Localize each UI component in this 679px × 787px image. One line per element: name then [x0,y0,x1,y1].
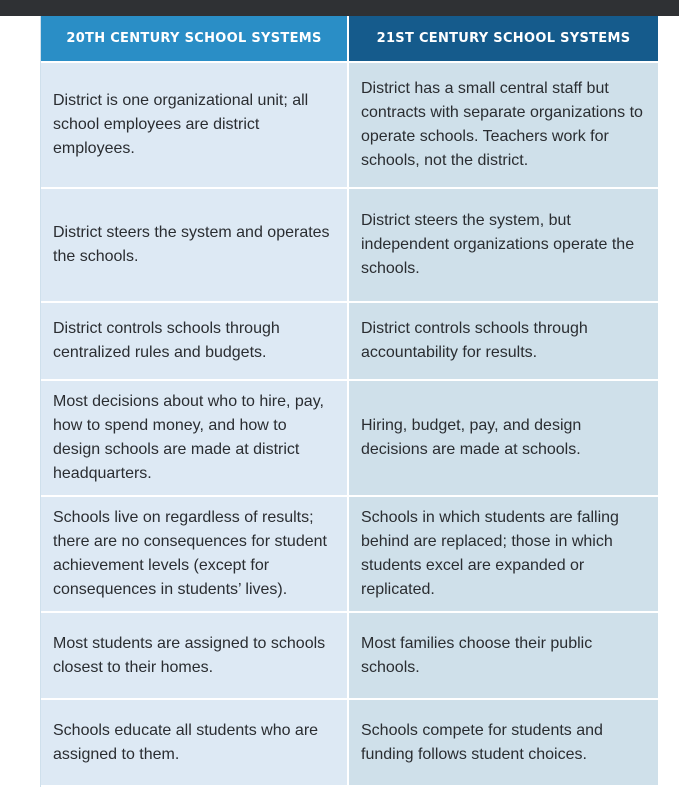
cell-20th-century: District is one organizational unit; all school employees are district employees. [41,63,349,187]
table-row [41,497,658,613]
table-row [41,63,658,189]
cell-20th-century: District controls schools through centralized rules and budgets. [41,303,349,379]
header-21st-century: 21ST CENTURY SCHOOL SYSTEMS [349,16,658,61]
table-row [41,303,658,381]
table-row [41,613,658,700]
cell-21st-century: Hiring, budget, pay, and design decisions are made at schools. [349,381,658,495]
table-row [41,381,658,497]
cell-20th-century: Schools educate all students who are assigned to them. [41,700,349,785]
cell-20th-century: Most students are assigned to schools closest to their homes. [41,613,349,698]
header-20th-century: 20TH CENTURY SCHOOL SYSTEMS [41,16,349,61]
cell-20th-century: Schools live on regardless of results; there are no consequences for student achievement levels (except for consequences in students’ lives). [41,497,349,611]
cell-20th-century: Most decisions about who to hire, pay, how to spend money, and how to design schools are made at district headquarters. [41,381,349,495]
cell-21st-century: District steers the system, but independent organizations operate the schools. [349,189,658,301]
top-bar [0,0,679,16]
table-header-row [41,16,658,63]
cell-21st-century: Schools compete for students and funding follows student choices. [349,700,658,785]
cell-21st-century: Schools in which students are falling behind are replaced; those in which students excel are expanded or replicated. [349,497,658,611]
comparison-table [40,16,658,787]
table-row [41,700,658,787]
cell-21st-century: District has a small central staff but contracts with separate organizations to operate schools. Teachers work for schools, not the district. [349,63,658,187]
cell-20th-century: District steers the system and operates the schools. [41,189,349,301]
cell-21st-century: District controls schools through accountability for results. [349,303,658,379]
table-row [41,189,658,303]
cell-21st-century: Most families choose their public schools. [349,613,658,698]
